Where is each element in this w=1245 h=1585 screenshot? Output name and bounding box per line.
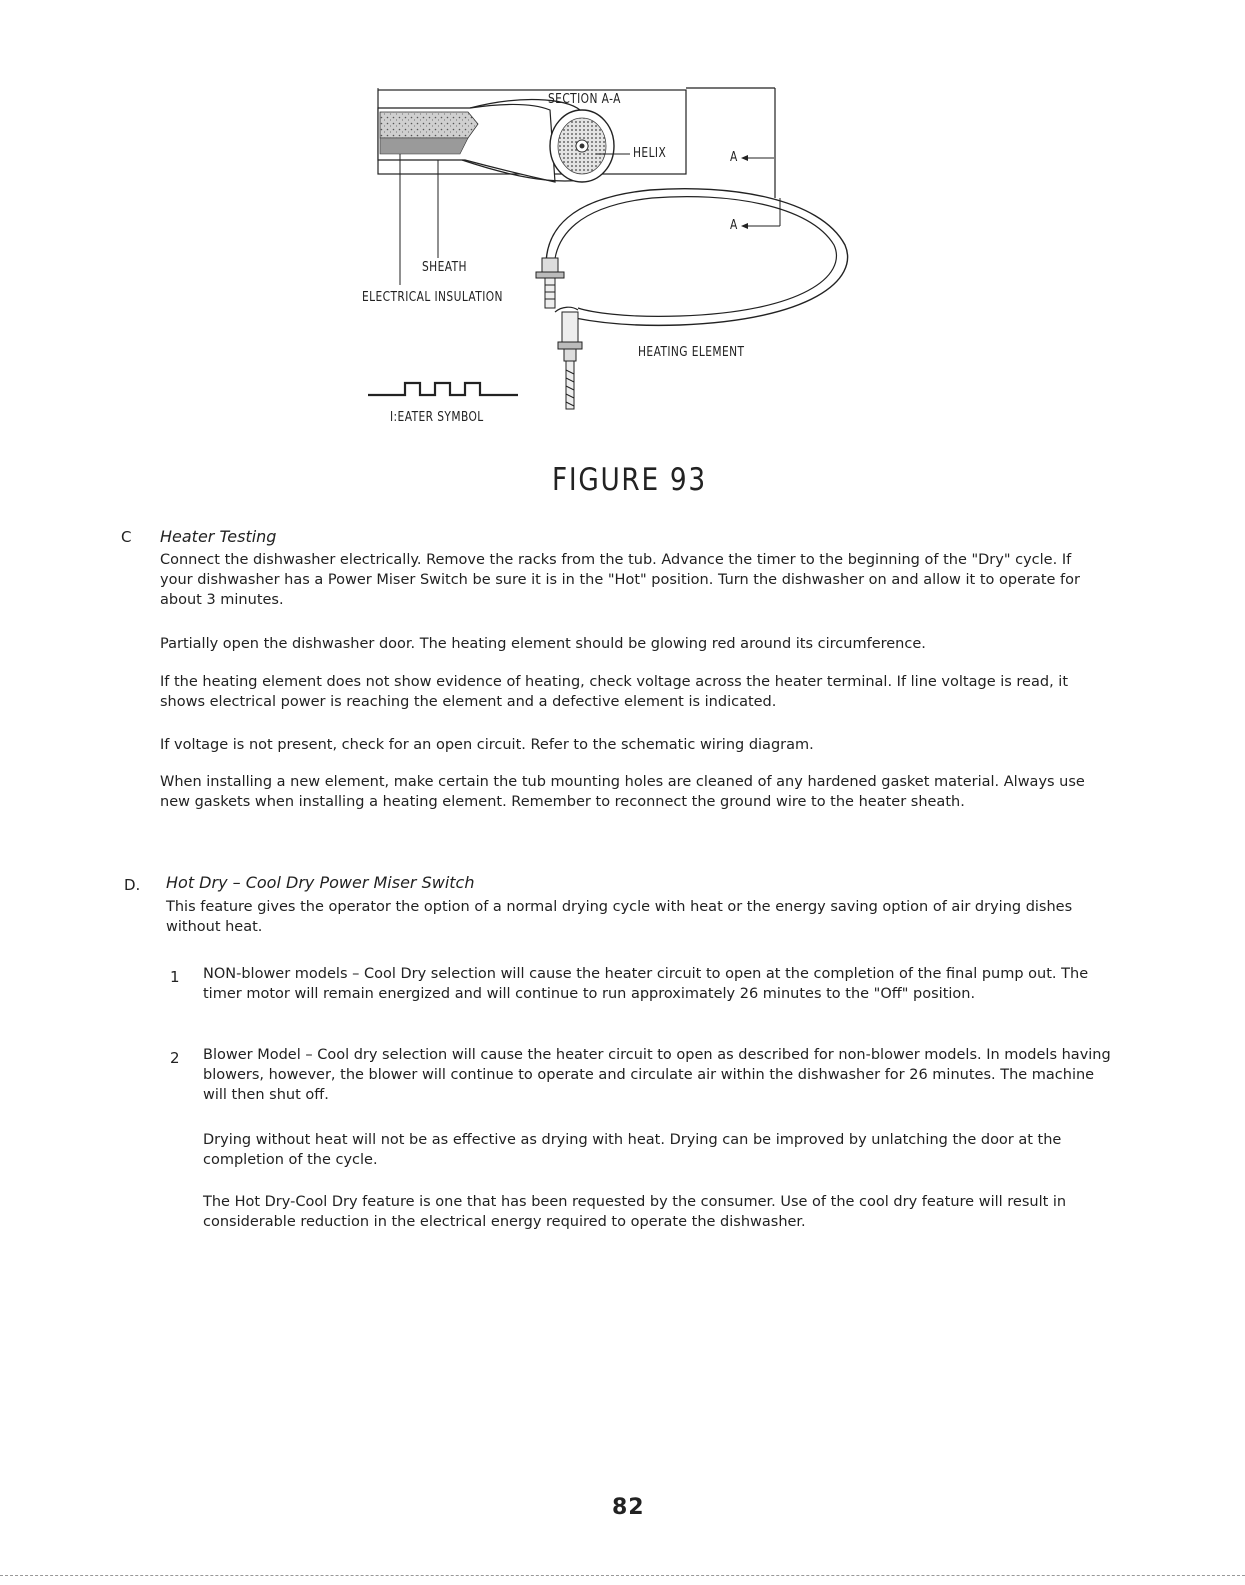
a-label-bottom: A <box>730 218 738 233</box>
section-c-paragraph: When installing a new element, make certain the tub mounting holes are cleaned of any hardened gasket material. Always use new gaskets when installing a heating element. Remember to reconnect the ground wire to the heater sheath. <box>160 774 1085 810</box>
section-d-paragraph: The Hot Dry-Cool Dry feature is one that has been requested by the consumer. Use of the cool dry feature will result in considerable reduction in the electrical energy required to operate the dishwasher. <box>203 1194 1067 1230</box>
section-d-letter: D. <box>124 876 141 894</box>
list-item-number: 2 <box>170 1049 180 1067</box>
terminal-upper <box>536 258 564 308</box>
heating-element-loop <box>546 189 848 326</box>
heater-symbol-wave <box>368 383 518 395</box>
section-c-paragraph: If the heating element does not show evidence of heating, check voltage across the heater terminal. If line voltage is read, it shows electrical power is reaching the element and a defective element is indicated. <box>160 674 1068 710</box>
section-c-paragraph: Connect the dishwasher electrically. Remove the racks from the tub. Advance the timer to the beginning of the "Dry" cycle. If your dishwasher has a Power Miser Switch be sure it is in the "Hot" position. Turn the dishwasher on and allow it to operate for about 3 minutes. <box>160 552 1080 608</box>
heater-symbol-label: I:EATER SYMBOL <box>390 410 484 425</box>
section-c-letter: C <box>121 528 132 546</box>
heating-element-figure <box>350 80 870 440</box>
figure-caption: FIGURE 93 <box>552 462 707 498</box>
section-c-paragraph: If voltage is not present, check for an open circuit. Refer to the schematic wiring diagram. <box>160 737 814 753</box>
section-d-title: Hot Dry – Cool Dry Power Miser Switch <box>166 873 475 892</box>
list-item-number: 1 <box>170 968 180 986</box>
section-c-paragraph: Partially open the dishwasher door. The heating element should be glowing red around its circumference. <box>160 636 926 652</box>
page-number: 82 <box>612 1495 645 1520</box>
heating-element-label: HEATING ELEMENT <box>638 345 745 360</box>
helix-label: HELIX <box>633 146 667 161</box>
a-label-top: A <box>730 150 738 165</box>
section-d-intro: This feature gives the operator the option of a normal drying cycle with heat or the energy saving option of air drying dishes without heat. <box>166 899 1073 935</box>
list-item-text: NON-blower models – Cool Dry selection will cause the heater circuit to open at the completion of the final pump out. The timer motor will remain energized and will continue to run approximately 26 minutes to the "Off" position. <box>203 966 1089 1002</box>
section-c-title: Heater Testing <box>160 527 277 546</box>
insulation-label: ELECTRICAL INSULATION <box>362 290 503 305</box>
scan-edge <box>0 1575 1245 1576</box>
section-d-paragraph: Drying without heat will not be as effective as drying with heat. Drying can be improved by unlatching the door at the completion of the cycle. <box>203 1132 1062 1168</box>
list-item-text: Blower Model – Cool dry selection will cause the heater circuit to open as described for non-blower models. In models having blowers, however, the blower will continue to operate and circulate air within the dishwasher for 26 minutes. The machine will then shut off. <box>203 1047 1111 1103</box>
terminal-lower <box>555 307 582 409</box>
section-label: SECTION A-A <box>548 92 621 107</box>
sheath-label: SHEATH <box>422 260 467 275</box>
